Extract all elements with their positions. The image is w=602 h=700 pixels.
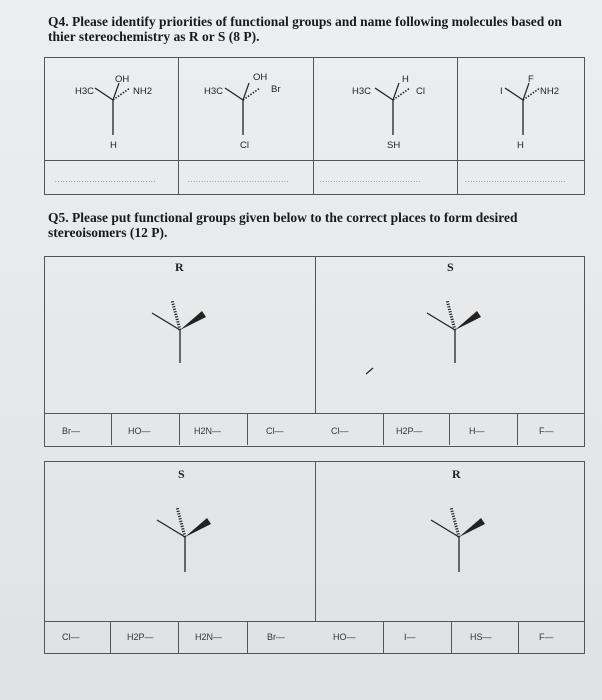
group-tile[interactable]: H2P—	[396, 426, 423, 436]
molecule-1-skeleton	[95, 80, 135, 140]
panel-1-right-config: S	[447, 260, 454, 274]
panel-1-divider	[315, 256, 316, 413]
molecule-2-skeleton	[225, 80, 265, 140]
group-tile[interactable]: Cl—	[62, 632, 80, 642]
grp-divider	[111, 413, 112, 445]
group-tile[interactable]: HO—	[128, 426, 151, 436]
group-tile[interactable]: H2P—	[127, 632, 154, 642]
group-tile[interactable]: Br—	[62, 426, 80, 436]
panel-2-left-skeleton	[155, 502, 215, 574]
panel-1-left-skeleton	[150, 295, 210, 365]
molecule-2-left: H3C	[204, 86, 224, 97]
molecule-4-right: NH2	[540, 86, 560, 97]
molecule-4-skeleton	[505, 80, 545, 140]
pen-mark	[365, 366, 375, 376]
group-tile[interactable]: F—	[539, 426, 554, 436]
group-tile[interactable]: H2N—	[195, 632, 223, 642]
molecule-2-top: OH	[253, 72, 268, 83]
group-tile[interactable]: HS—	[470, 632, 492, 642]
grp-divider	[110, 621, 111, 653]
molecule-2-right: Br	[271, 84, 281, 95]
panel-1-left-config: R	[175, 260, 184, 274]
molecule-1-bottom: H	[110, 140, 117, 151]
grp-divider	[178, 621, 179, 653]
group-tile[interactable]: Br—	[267, 632, 285, 642]
answer-blank-2[interactable]: ......................................	[188, 178, 290, 184]
molecule-3-right: Cl	[416, 86, 425, 97]
panel-2-right-skeleton	[429, 502, 489, 574]
molecule-4-left: I	[500, 86, 503, 97]
answer-blank-4[interactable]: ......................................	[465, 178, 567, 184]
panel-1-row-divider	[44, 413, 584, 414]
molecule-3-skeleton	[375, 80, 415, 140]
q4-row-divider	[44, 160, 584, 161]
molecule-3-left: H3C	[352, 86, 372, 97]
grp-divider	[247, 413, 248, 445]
grp-divider	[451, 621, 452, 653]
group-tile[interactable]: F—	[539, 632, 554, 642]
answer-blank-3[interactable]: ......................................	[320, 178, 422, 184]
molecule-1-right: NH2	[133, 86, 153, 97]
molecule-3-bottom: SH	[387, 140, 401, 151]
grp-divider	[517, 413, 518, 445]
q4-col-divider	[178, 57, 179, 194]
group-tile[interactable]: Cl—	[266, 426, 284, 436]
panel-2-left-config: S	[178, 467, 185, 481]
panel-2-right-config: R	[452, 467, 461, 481]
answer-blank-1[interactable]: ......................................	[55, 178, 157, 184]
grp-divider	[383, 621, 384, 653]
grp-divider	[383, 413, 384, 445]
panel-1-right-skeleton	[425, 295, 485, 365]
molecule-1-left: H3C	[75, 86, 95, 97]
group-tile[interactable]: H—	[469, 426, 485, 436]
group-tile[interactable]: Cl—	[331, 426, 349, 436]
q4-col-divider	[457, 57, 458, 194]
grp-divider	[449, 413, 450, 445]
q4-col-divider	[313, 57, 314, 194]
molecule-3-top: H	[402, 74, 409, 85]
molecule-1-top: OH	[115, 74, 130, 85]
group-tile[interactable]: H2N—	[194, 426, 222, 436]
molecule-2-bottom: Cl	[240, 140, 249, 151]
molecule-4-top: F	[528, 74, 534, 85]
grp-divider	[247, 621, 248, 653]
group-tile[interactable]: HO—	[333, 632, 356, 642]
grp-divider	[179, 413, 180, 445]
panel-2-divider	[315, 461, 316, 621]
question-5-text: Q5. Please put functional groups given below to the correct places to form desired stereoisomers (12 P).	[48, 210, 518, 240]
question-4-text: Q4. Please identify priorities of functional groups and name following molecules based on thier stereochemistry as R or S (8 P).	[48, 14, 562, 44]
molecule-4-bottom: H	[517, 140, 524, 151]
panel-2-row-divider	[44, 621, 584, 622]
grp-divider	[518, 621, 519, 653]
group-tile[interactable]: I—	[404, 632, 416, 642]
